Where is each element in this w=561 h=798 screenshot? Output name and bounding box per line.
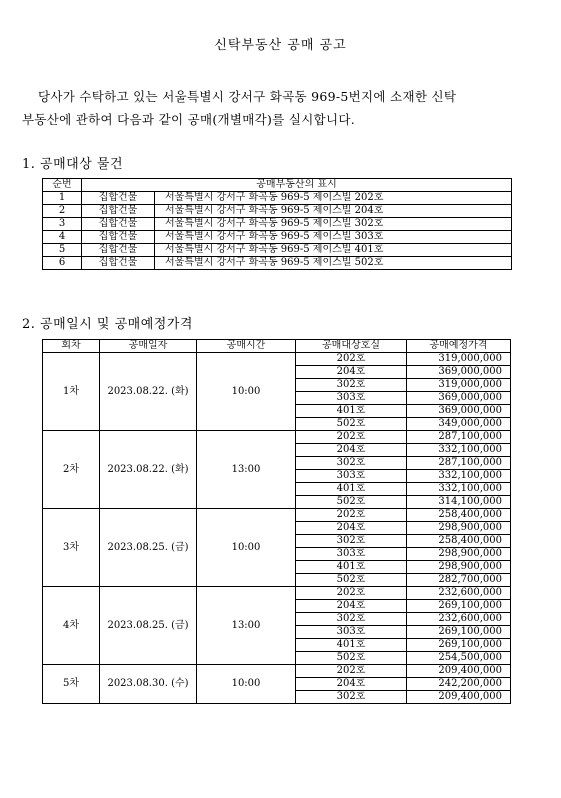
property-type: 집합건물 xyxy=(82,257,155,270)
price-cell: 319,000,000 xyxy=(407,379,511,392)
property-no: 5 xyxy=(43,244,82,257)
unit-cell: 502호 xyxy=(296,496,407,509)
round-cell: 5차 xyxy=(43,665,100,704)
table-row xyxy=(43,587,511,600)
unit-cell: 202호 xyxy=(296,665,407,678)
unit-cell: 202호 xyxy=(296,353,407,366)
unit-cell: 401호 xyxy=(296,483,407,496)
price-cell: 287,100,000 xyxy=(407,457,511,470)
price-cell: 314,100,000 xyxy=(407,496,511,509)
table-row xyxy=(43,231,512,244)
table-row xyxy=(43,205,512,218)
date-cell: 2023.08.22. (화) xyxy=(100,431,197,509)
unit-cell: 302호 xyxy=(296,457,407,470)
table-row xyxy=(43,192,512,205)
header-price: 공매예정가격 xyxy=(407,340,511,353)
price-cell: 209,400,000 xyxy=(407,691,511,704)
schedule-table-header xyxy=(43,340,511,353)
price-cell: 258,400,000 xyxy=(407,509,511,522)
date-cell: 2023.08.25. (금) xyxy=(100,587,197,665)
price-cell: 269,100,000 xyxy=(407,626,511,639)
unit-cell: 303호 xyxy=(296,392,407,405)
header-unit: 공매대상호실 xyxy=(296,340,407,353)
price-cell: 332,100,000 xyxy=(407,470,511,483)
unit-cell: 204호 xyxy=(296,522,407,535)
table-row xyxy=(43,244,512,257)
header-date: 공매일자 xyxy=(100,340,197,353)
price-cell: 319,000,000 xyxy=(407,353,511,366)
table-row xyxy=(43,509,511,522)
unit-cell: 202호 xyxy=(296,587,407,600)
time-cell: 10:00 xyxy=(197,353,296,431)
property-address: 서울특별시 강서구 화곡동 969-5 제이스빌 401호 xyxy=(155,244,512,257)
price-cell: 298,900,000 xyxy=(407,548,511,561)
property-address: 서울특별시 강서구 화곡동 969-5 제이스빌 302호 xyxy=(155,218,512,231)
intro-text-line-2: 부동산에 관하여 다음과 같이 공매(개별매각)를 실시합니다. xyxy=(22,112,355,127)
unit-cell: 303호 xyxy=(296,626,407,639)
price-cell: 298,900,000 xyxy=(407,522,511,535)
price-cell: 254,500,000 xyxy=(407,652,511,665)
unit-cell: 502호 xyxy=(296,574,407,587)
property-type: 집합건물 xyxy=(82,244,155,257)
table-row xyxy=(43,431,511,444)
unit-cell: 204호 xyxy=(296,600,407,613)
property-no: 2 xyxy=(43,205,82,218)
price-cell: 269,100,000 xyxy=(407,600,511,613)
unit-cell: 302호 xyxy=(296,613,407,626)
price-cell: 209,400,000 xyxy=(407,665,511,678)
price-cell: 287,100,000 xyxy=(407,431,511,444)
intro-text-line-1: 당사가 수탁하고 있는 서울특별시 강서구 화곡동 969-5번지에 소재한 신탁 xyxy=(38,89,457,104)
unit-cell: 502호 xyxy=(296,652,407,665)
unit-cell: 401호 xyxy=(296,405,407,418)
table-row xyxy=(43,218,512,231)
price-cell: 232,600,000 xyxy=(407,613,511,626)
unit-cell: 204호 xyxy=(296,444,407,457)
table-row xyxy=(43,257,512,270)
unit-cell: 202호 xyxy=(296,431,407,444)
property-type: 집합건물 xyxy=(82,205,155,218)
time-cell: 10:00 xyxy=(197,665,296,704)
price-cell: 332,100,000 xyxy=(407,444,511,457)
price-cell: 242,200,000 xyxy=(407,678,511,691)
property-address: 서울특별시 강서구 화곡동 969-5 제이스빌 303호 xyxy=(155,231,512,244)
property-type: 집합건물 xyxy=(82,192,155,205)
price-cell: 369,000,000 xyxy=(407,392,511,405)
section-heading-schedule: 2. 공매일시 및 공매예정가격 xyxy=(22,317,193,332)
unit-cell: 401호 xyxy=(296,639,407,652)
price-cell: 369,000,000 xyxy=(407,405,511,418)
table-row xyxy=(43,353,511,366)
header-no: 순번 xyxy=(43,179,82,192)
price-cell: 269,100,000 xyxy=(407,639,511,652)
price-cell: 332,100,000 xyxy=(407,483,511,496)
price-cell: 298,900,000 xyxy=(407,561,511,574)
property-table xyxy=(42,178,512,270)
time-cell: 10:00 xyxy=(197,509,296,587)
unit-cell: 302호 xyxy=(296,691,407,704)
round-cell: 2차 xyxy=(43,431,100,509)
unit-cell: 502호 xyxy=(296,418,407,431)
property-no: 4 xyxy=(43,231,82,244)
round-cell: 3차 xyxy=(43,509,100,587)
date-cell: 2023.08.25. (금) xyxy=(100,509,197,587)
date-cell: 2023.08.30. (수) xyxy=(100,665,197,704)
property-type: 집합건물 xyxy=(82,231,155,244)
time-cell: 13:00 xyxy=(197,587,296,665)
property-no: 3 xyxy=(43,218,82,231)
schedule-table xyxy=(42,339,511,704)
price-cell: 232,600,000 xyxy=(407,587,511,600)
unit-cell: 202호 xyxy=(296,509,407,522)
price-cell: 258,400,000 xyxy=(407,535,511,548)
property-address: 서울특별시 강서구 화곡동 969-5 제이스빌 202호 xyxy=(155,192,512,205)
property-address: 서울특별시 강서구 화곡동 969-5 제이스빌 204호 xyxy=(155,205,512,218)
price-cell: 369,000,000 xyxy=(407,366,511,379)
header-round: 회차 xyxy=(43,340,100,353)
date-cell: 2023.08.22. (화) xyxy=(100,353,197,431)
unit-cell: 302호 xyxy=(296,379,407,392)
header-time: 공매시간 xyxy=(197,340,296,353)
round-cell: 1차 xyxy=(43,353,100,431)
property-no: 6 xyxy=(43,257,82,270)
unit-cell: 303호 xyxy=(296,470,407,483)
table-row xyxy=(43,665,511,678)
section-heading-properties: 1. 공매대상 물건 xyxy=(22,157,124,172)
unit-cell: 401호 xyxy=(296,561,407,574)
unit-cell: 302호 xyxy=(296,535,407,548)
round-cell: 4차 xyxy=(43,587,100,665)
price-cell: 349,000,000 xyxy=(407,418,511,431)
property-no: 1 xyxy=(43,192,82,205)
property-type: 집합건물 xyxy=(82,218,155,231)
time-cell: 13:00 xyxy=(197,431,296,509)
property-address: 서울특별시 강서구 화곡동 969-5 제이스빌 502호 xyxy=(155,257,512,270)
property-table-header xyxy=(43,179,512,192)
unit-cell: 303호 xyxy=(296,548,407,561)
document-title: 신탁부동산 공매 공고 xyxy=(214,38,347,53)
unit-cell: 204호 xyxy=(296,366,407,379)
unit-cell: 204호 xyxy=(296,678,407,691)
header-property: 공매부동산의 표시 xyxy=(82,179,512,192)
price-cell: 282,700,000 xyxy=(407,574,511,587)
